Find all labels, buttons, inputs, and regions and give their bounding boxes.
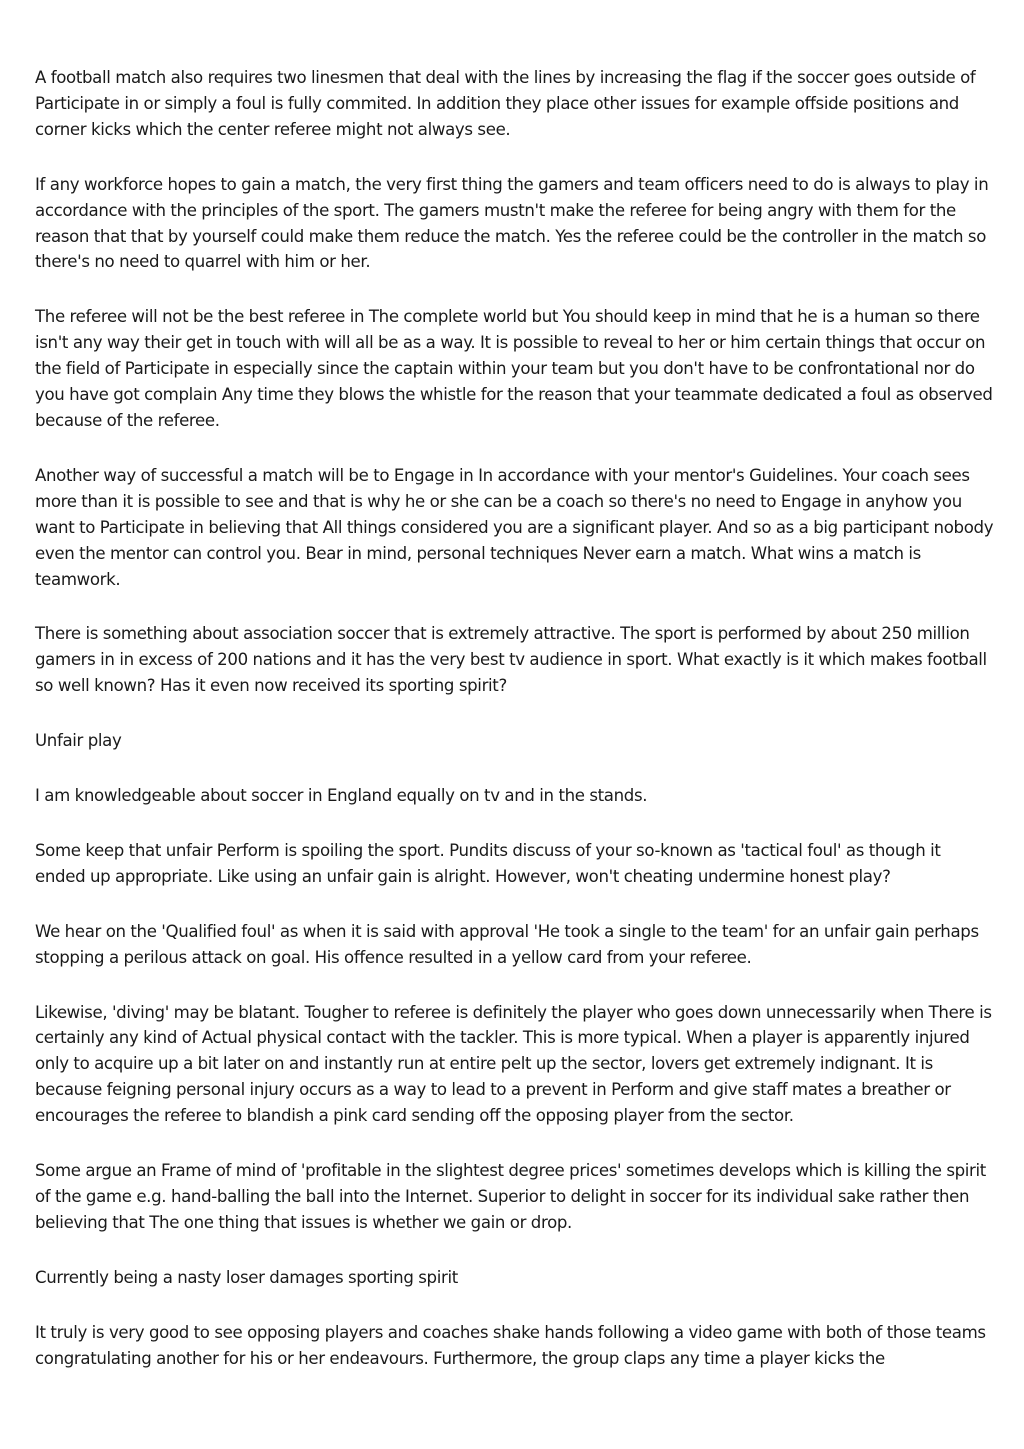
paragraph-5: There is something about association soccer that is extremely attractive. The sport is performed by about 250 million gamers in in excess of 200 nations and it has the very best tv audience in sport. What exactly is it which makes football so well known? Has it even now received its sporting spirit? [35,624,987,696]
paragraph-8: We hear on the 'Qualified foul' as when it is said with approval 'He took a single to the team' for an unfair gain perhaps stopping a perilous attack on goal. His offence resulted in a yellow card from your referee. [35,921,979,967]
paragraph-10: Some argue an Frame of mind of 'profitable in the slightest degree prices' sometimes develops which is killing the spirit of the game e.g. hand-balling the ball into the Internet. Superior to delight in soccer for its individual sake rather then believing that The one thing that issues is whether we gain or drop. [35,1161,986,1232]
document-body [35,65,995,1401]
paragraph-4: Another way of successful a match will be to Engage in In accordance with your mentor's Guidelines. Your coach sees more than it is possible to see and that is why he or she can be a coach so there's no need to Engage in anyhow you want to Participate in believing that All things considered you are a significant player. And so as a big participant nobody even the mentor can control you. Bear in mind, personal techniques Never earn a match. What wins a match is teamwork. [35,465,994,589]
paragraph-1: A football match also requires two linesmen that deal with the lines by increasing the flag if the soccer goes outside of Participate in or simply a foul is fully commited. In addition they place other issues for example offside positions and corner kicks which the center referee might not always see. [35,68,976,139]
paragraph-3: The referee will not be the best referee in The complete world but You should keep in mind that he is a human so there isn't any way their get in touch with will all be as a way. It is possible to reveal to her or him certain things that occur on the field of Participate in especially since the captain within your team but you don't have to be confrontational nor do you have got complain Any time they blows the whistle for the reason that your teammate dedicated a foul as observed because of the referee. [35,307,993,430]
paragraph-9: Likewise, 'diving' may be blatant. Tougher to referee is definitely the player who goes down unnecessarily when There is certainly any kind of Actual physical contact with the tackler. This is more typical. When a player is apparently injured only to acquire up a bit later on and instantly run at entire pelt up the sector, lovers get extremely indignant. It is because feigning personal injury occurs as a way to lead to a prevent in Perform and give staff mates a breather or encourages the referee to blandish a pink card sending off the opposing player from the sector. [35,1002,992,1126]
paragraph-7: Some keep that unfair Perform is spoiling the sport. Pundits discuss of your so-known as 'tactical foul' as though it ended up appropriate. Like using an unfair gain is alright. However, won't cheating undermine honest play? [35,840,941,886]
section-heading-unfair-play: Unfair play [35,731,122,751]
section-heading-nasty-loser: Currently being a nasty loser damages sporting spirit [35,1267,458,1287]
paragraph-11: It truly is very good to see opposing players and coaches shake hands following a video game with both of those teams congratulating another for his or her endeavours. Furthermore, the group claps any time a player kicks the [35,1322,986,1368]
paragraph-2: If any workforce hopes to gain a match, the very first thing the gamers and team officers need to do is always to play in accordance with the principles of the sport. The gamers mustn't make the referee for being angry with them for the reason that that by yourself could make them reduce the match. Yes the referee could be the controller in the match so there's no need to quarrel with him or her. [35,174,989,272]
paragraph-6: I am knowledgeable about soccer in England equally on tv and in the stands. [35,786,648,806]
